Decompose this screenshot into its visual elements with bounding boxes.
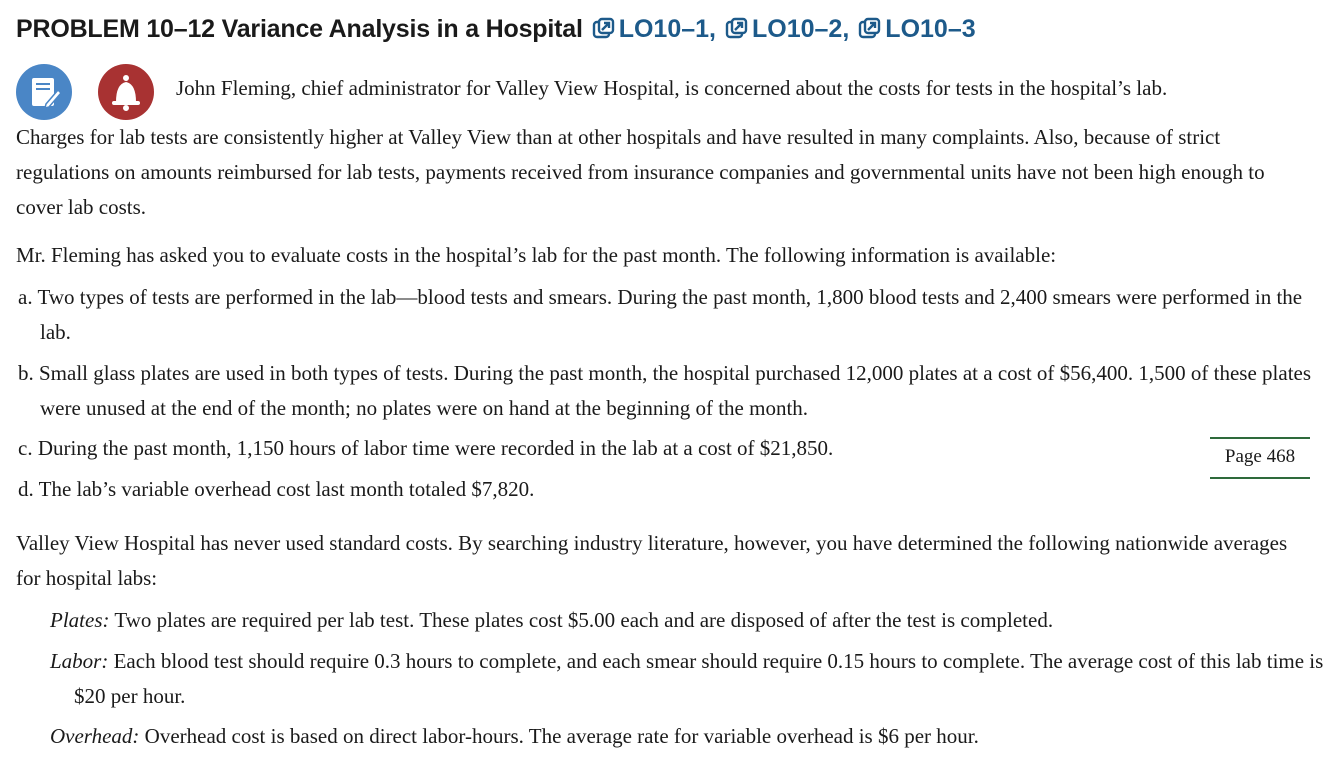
lo-separator: ,	[842, 14, 850, 43]
pencil-notepad-glyph	[16, 64, 72, 120]
intro-continuation: Charges for lab tests are consistently higher at Valley View than at other hospitals and have resulted in many complaints. Also, because of strict regulations on amounts reimbursed for lab tests, payments received from insurance companies and governmental units have not been high enough to cover lab costs.	[16, 125, 1265, 219]
item-marker: a.	[18, 285, 33, 309]
item-text: Small glass plates are used in both types of tests. During the past month, the hospital purchased 12,000 plates at a cost of $56,400. 1,500 of these plates were unused at the end of the month; no plates were on hand at the beginning of the month.	[39, 361, 1312, 420]
lo-label: LO10–2	[752, 14, 843, 43]
bell-glyph	[98, 64, 154, 120]
standard-text: Each blood test should require 0.3 hours to complete, and each smear should require 0.15 hours to complete. The average cost of this lab time is $20 per hour.	[74, 649, 1324, 708]
lo-link-1[interactable]	[591, 15, 716, 44]
problem-title: PROBLEM 10–12 Variance Analysis in a Hospital	[16, 14, 583, 43]
standard-text: Two plates are required per lab test. These plates cost $5.00 each and are disposed of after the test is completed.	[114, 608, 1054, 632]
external-link-icon	[591, 17, 615, 41]
item-text: Two types of tests are performed in the lab—blood tests and smears. During the past month, 1,800 blood tests and 2,400 smears were performed in the lab.	[37, 285, 1303, 344]
lo-link-3[interactable]	[857, 15, 975, 44]
external-link-icon	[857, 17, 881, 41]
page-marker: Page 468	[1210, 437, 1310, 479]
list-item	[18, 280, 1330, 350]
standards-intro: Valley View Hospital has never used standard costs. By searching industry literature, however, you have determined the following nationwide averages for hospital labs:	[16, 531, 1288, 590]
list-item	[18, 472, 1330, 507]
item-text: During the past month, 1,150 hours of labor time were recorded in the lab at a cost of $21,850.	[37, 436, 834, 460]
problem-header	[16, 11, 976, 47]
standard-item	[50, 719, 1334, 754]
lo-label: LO10–3	[885, 14, 976, 43]
lo-link-2[interactable]	[724, 15, 849, 44]
item-marker: d.	[18, 477, 34, 501]
item-text: The lab’s variable overhead cost last month totaled $7,820.	[38, 477, 535, 501]
pencil-notepad-icon	[16, 64, 72, 120]
standard-label: Overhead:	[50, 724, 140, 748]
item-marker: b.	[18, 361, 34, 385]
standard-label: Plates:	[50, 608, 110, 632]
standard-text: Overhead cost is based on direct labor-hours. The average rate for variable overhead is $6 per hour.	[144, 724, 979, 748]
request-paragraph: Mr. Fleming has asked you to evaluate costs in the hospital’s lab for the past month. The following information is available:	[16, 243, 1057, 267]
list-item	[18, 431, 1330, 466]
standard-item	[50, 603, 1334, 638]
lo-separator: ,	[709, 14, 716, 43]
lo-label: LO10–1	[618, 14, 710, 43]
bell-icon	[98, 64, 154, 120]
standard-item	[50, 644, 1334, 714]
intro-first-line: John Fleming, chief administrator for Valley View Hospital, is concerned about the costs for tests in the hospital’s lab.	[176, 76, 1168, 100]
item-marker: c.	[18, 436, 33, 460]
standard-label: Labor:	[50, 649, 109, 673]
external-link-icon	[724, 17, 748, 41]
list-item	[18, 356, 1330, 426]
